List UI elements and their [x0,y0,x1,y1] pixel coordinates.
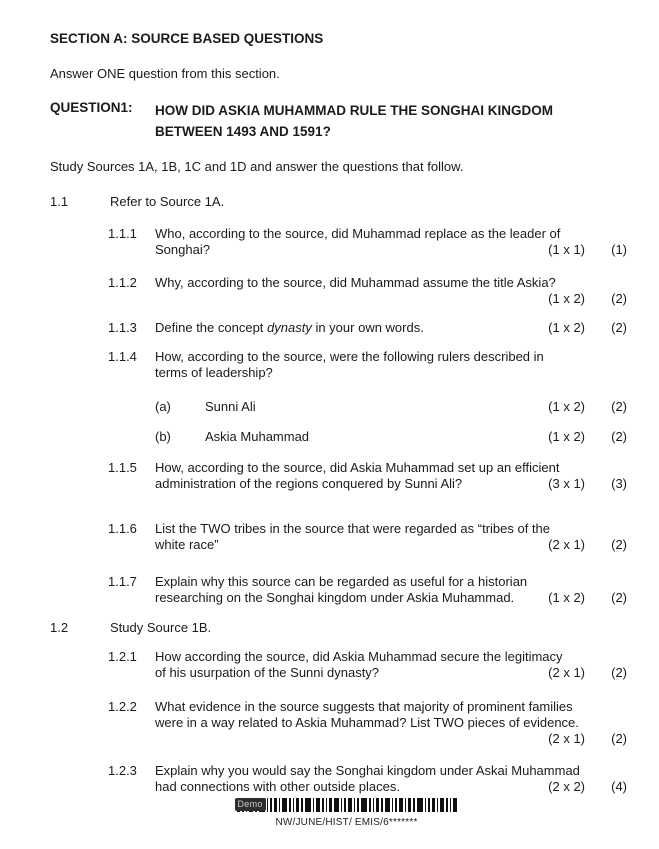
marks-allocation: (1 x 2) [548,429,585,444]
question-1-1-6 [108,521,627,553]
question-body [155,429,627,445]
marks-allocation: (1 x 1) [548,242,585,257]
question-text: administration of the regions conquered by Sunni Ali? [155,476,463,491]
subsection-number: 1.2 [50,620,69,635]
question-text-pre: Define the concept [155,320,268,335]
question-number-label: QUESTION1: [50,100,133,115]
marks-total: (4) [611,779,627,794]
question-body [155,349,627,381]
question-number: 1.1.1 [108,226,137,241]
demo-watermark: Demo [235,798,266,811]
question-1-1-5 [108,460,627,492]
marks-total: (1) [611,242,627,257]
question-text: were in a way related to Askia Muhammad? List TWO pieces of evidence. [155,715,579,730]
marks-total: (2) [611,590,627,605]
marks-allocation: (1 x 2) [548,320,585,335]
question-text: Who, according to the source, did Muhammad replace as the leader of [155,226,561,241]
question-text: terms of leadership? [155,365,273,380]
question-text: How, according to the source, were the following rulers described in [155,349,544,364]
question-body [155,574,627,606]
marks-allocation: (1 x 2) [548,291,585,306]
page-footer [50,798,627,829]
sub-question-letter: (a) [155,399,171,414]
sub-question-text: Askia Muhammad [205,429,310,444]
marks-allocation: (2 x 1) [548,731,585,746]
question-number: 1.1.7 [108,574,137,589]
sub-question-letter: (b) [155,429,171,444]
sub-question-text: Sunni Ali [205,399,256,414]
question-body [155,649,627,681]
marks-total: (2) [611,399,627,414]
marks-total: (2) [611,429,627,444]
marks-allocation: (2 x 1) [548,665,585,680]
question-1-2-1 [108,649,627,681]
marks-allocation: (1 x 2) [548,590,585,605]
subsection-1-2 [50,620,627,636]
subsection-text: Study Source 1B. [110,620,212,635]
marks-allocation: (2 x 2) [548,779,585,794]
spacer [108,399,155,415]
question-number: 1.2.1 [108,649,137,664]
question-text: Why, according to the source, did Muhammad assume the title Askia? [155,275,556,290]
section-heading: SECTION A: SOURCE BASED QUESTIONS [50,31,324,46]
question-text: What evidence in the source suggests that majority of prominent families [155,699,573,714]
marks-total: (2) [611,537,627,552]
marks-total: (3) [611,476,627,491]
question-body [155,275,627,307]
question-text: researching on the Songhai kingdom under Askia Muhammad. [155,590,515,605]
barcode-image [237,798,457,812]
question-text: had connections with other outside places. [155,779,400,794]
question-1-2-3 [108,763,627,795]
question-title [155,100,553,142]
question-text: List the TWO tribes in the source that were regarded as “tribes of the [155,521,551,536]
exam-code: NW/JUNE/HIST/ EMIS/6******* [275,817,418,828]
marks-allocation: (2 x 1) [548,537,585,552]
marks-total: (2) [611,731,627,746]
marks-allocation: (1 x 2) [548,399,585,414]
question-number: 1.1.4 [108,349,137,364]
study-note: Study Sources 1A, 1B, 1C and 1D and answer the questions that follow. [50,159,464,174]
question-body [155,521,627,553]
question-number: 1.2.2 [108,699,137,714]
marks-allocation: (3 x 1) [548,476,585,491]
question-text: Explain why this source can be regarded as useful for a historian [155,574,528,589]
question-number: 1.1.3 [108,320,137,335]
question-body [155,226,627,258]
question-text: Explain why you would say the Songhai kingdom under Askai Muhammad [155,763,580,778]
question-1-1-3 [108,320,627,336]
question-body [155,763,627,795]
question-body [155,460,627,492]
question-text: How, according to the source, did Askia Muhammad set up an efficient [155,460,560,475]
question-1-1-4-b [108,429,627,445]
question-1-1-1 [108,226,627,258]
question-text: Songhai? [155,242,210,257]
subsection-number: 1.1 [50,194,69,209]
question-text: of his usurpation of the Sunni dynasty? [155,665,380,680]
marks-total: (2) [611,291,627,306]
question-1-1-4 [108,349,627,381]
question-title-line2: BETWEEN 1493 AND 1591? [155,124,331,139]
question-1-1-2 [108,275,627,307]
subsection-1-1 [50,194,627,210]
question-number: 1.1.6 [108,521,137,536]
question-1-1-4-a [108,399,627,415]
question-number: 1.1.5 [108,460,137,475]
barcode [237,798,457,812]
concept-term: dynasty [267,320,312,335]
question-body [155,699,627,747]
question-heading [50,100,627,142]
question-1-2-2 [108,699,627,747]
question-body [155,320,627,336]
question-text: white race” [155,537,219,552]
marks-total: (2) [611,320,627,335]
question-number: 1.2.3 [108,763,137,778]
question-text [155,320,424,336]
question-body [155,399,627,415]
question-text-post: in your own words. [311,320,424,335]
spacer [108,429,155,445]
question-number: 1.1.2 [108,275,137,290]
instruction-text: Answer ONE question from this section. [50,66,280,81]
subsection-text: Refer to Source 1A. [110,194,225,209]
question-title-line1: HOW DID ASKIA MUHAMMAD RULE THE SONGHAI KINGDOM [155,103,553,118]
marks-total: (2) [611,665,627,680]
question-text: How according the source, did Askia Muhammad secure the legitimacy [155,649,563,664]
question-1-1-7 [108,574,627,606]
